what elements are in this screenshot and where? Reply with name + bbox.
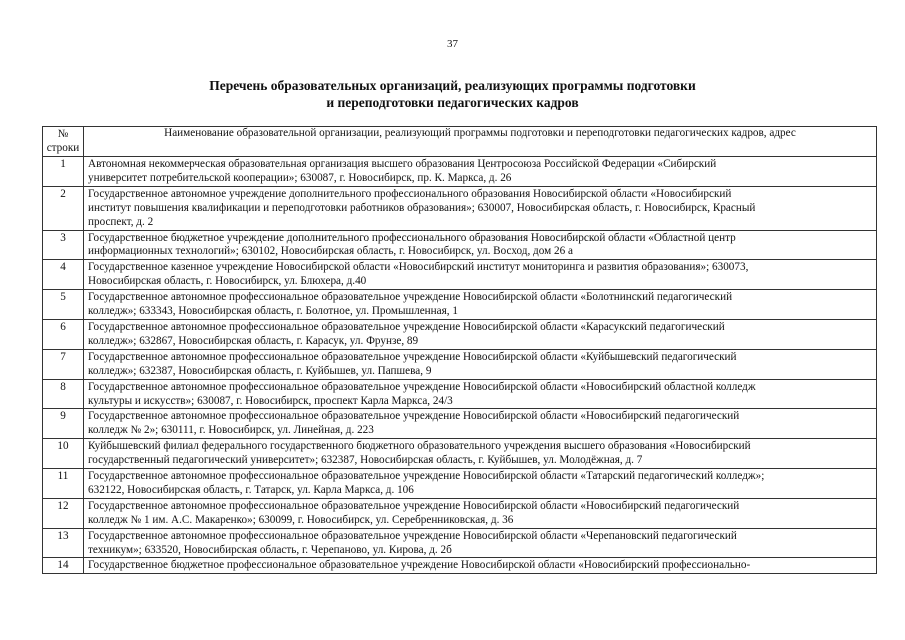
organization-entry-line: информационных технологий»; 630102, Новосибирская область, г. Новосибирск, ул. Восход, дом 26 а [88,245,573,258]
organization-entry [84,186,877,230]
organization-entry [84,409,877,439]
header-num-symbol: № [57,128,69,140]
table-row [43,157,877,187]
row-number: 12 [43,498,84,528]
table-row [43,558,877,574]
organization-entry-line: государственный педагогический университет»; 632387, Новосибирская область, г. Куйбышев, ул. Молодёжная, д. 7 [88,454,643,467]
table-row [43,528,877,558]
organization-entry [84,528,877,558]
header-row-number [43,127,84,157]
organization-entry [84,558,877,574]
organization-entry-line: Автономная некоммерческая образовательная организация высшего образования Центросоюза Российской Федерации «Сибирский [88,158,717,170]
row-number: 1 [43,157,84,187]
table-row [43,469,877,499]
table-row [43,349,877,379]
organization-entry-line: Государственное автономное профессиональное образовательное учреждение Новосибирской области «Новосибирский педагогический [88,499,740,512]
organization-entry [84,469,877,499]
table-row [43,379,877,409]
row-number: 4 [43,260,84,290]
organization-entry-line: колледж»; 632867, Новосибирская область, г. Карасук, ул. Фрунзе, 89 [88,334,419,347]
table-row [43,230,877,260]
organization-entry-line: Государственное автономное учреждение дополнительного профессионального образования Новосибирской области «Новосибирский [88,187,732,200]
organization-entry-line: Государственное автономное профессиональное образовательное учреждение Новосибирской области «Новосибирский областной колледж [88,380,756,393]
organization-entry-line: колледж»; 632387, Новосибирская область, г. Куйбышев, ул. Папшева, 9 [88,364,432,377]
organization-entry-line: Государственное автономное профессиональное образовательное учреждение Новосибирской области «Новосибирский педагогический [88,410,740,423]
title-line-1: Перечень образовательных организаций, реализующих программы подготовки [209,78,696,93]
row-number: 3 [43,230,84,260]
row-number: 2 [43,186,84,230]
row-number: 14 [43,558,84,574]
organization-entry-line: институт повышения квалификации и переподготовки работников образования»; 630007, Новосибирская область, г. Новосибирск, Красный [88,201,756,214]
row-number: 7 [43,349,84,379]
organization-entry [84,439,877,469]
organization-entry-line: Государственное казенное учреждение Новосибирской области «Новосибирский институт мониторинга и развития образования»; 630073, [88,261,749,274]
header-num-label: строки [46,141,80,154]
table-row [43,319,877,349]
organization-entry [84,319,877,349]
organization-entry [84,260,877,290]
organization-entry-line: Куйбышевский филиал федерального государственного бюджетного образовательного учреждения высшего образования «Новосибирский [88,440,751,453]
organization-entry-line: Государственное бюджетное учреждение дополнительного профессионального образования Новосибирской области «Областной центр [88,231,736,244]
row-number: 6 [43,319,84,349]
row-number: 8 [43,379,84,409]
organization-entry-line: Государственное автономное профессиональное образовательное учреждение Новосибирской области «Куйбышевский педагогический [88,350,737,363]
table-row [43,290,877,320]
organization-entry-line: Государственное бюджетное профессиональное образовательное учреждение Новосибирской области «Новосибирский профессионально- [88,559,751,572]
organization-entry-line: Государственное автономное профессиональное образовательное учреждение Новосибирской области «Карасукский педагогический [88,320,725,333]
organization-entry [84,498,877,528]
organization-entry-line: Государственное автономное профессиональное образовательное учреждение Новосибирской области «Болотнинский педагогический [88,291,733,304]
row-number: 9 [43,409,84,439]
organization-entry-line: колледж № 2»; 630111, г. Новосибирск, ул. Линейная, д. 223 [88,424,374,437]
organization-entry-line: университет потребительской кооперации»; 630087, г. Новосибирск, пр. К. Маркса, д. 26 [88,171,512,184]
table-row [43,260,877,290]
table-row [43,186,877,230]
organization-entry [84,157,877,187]
organization-entry-line: колледж»; 633343, Новосибирская область, г. Болотное, ул. Промышленная, 1 [88,305,458,318]
organization-entry [84,230,877,260]
organization-entry-line: колледж № 1 им. А.С. Макаренко»; 630099, г. Новосибирск, ул. Серебренниковская, д. 36 [88,513,514,526]
row-number: 13 [43,528,84,558]
organization-entry-line: культуры и искусств»; 630087, г. Новосибирск, проспект Карла Маркса, 24/3 [88,394,453,407]
organization-entry-line: 632122, Новосибирская область, г. Татарск, ул. Карла Маркса, д. 106 [88,483,414,496]
organization-entry-line: Государственное автономное профессиональное образовательное учреждение Новосибирской области «Черепановский педагогический [88,529,737,542]
row-number: 5 [43,290,84,320]
table-header-row [43,127,877,157]
organization-entry [84,379,877,409]
table-row [43,498,877,528]
organization-entry-line: Новосибирская область, г. Новосибирск, ул. Блюхера, д.40 [88,275,367,288]
table-row [43,409,877,439]
row-number: 11 [43,469,84,499]
title-line-2: и переподготовки педагогических кадров [326,95,579,110]
document-title [0,77,905,111]
organization-entry-line: Государственное автономное профессиональное образовательное учреждение Новосибирской области «Татарский педагогический колледж»; [88,470,765,483]
header-organization-name: Наименование образовательной организации, реализующий программы подготовки и переподготовки педагогических кадров, адрес [84,127,877,157]
organization-entry-line: проспект, д. 2 [88,215,154,228]
page-number: 37 [447,38,458,50]
organization-entry [84,290,877,320]
row-number: 10 [43,439,84,469]
organization-entry-line: техникум»; 633520, Новосибирская область, г. Черепаново, ул. Кирова, д. 2б [88,543,452,556]
table-row [43,439,877,469]
table-body [43,157,877,574]
organization-entry [84,349,877,379]
organizations-table [42,126,877,574]
